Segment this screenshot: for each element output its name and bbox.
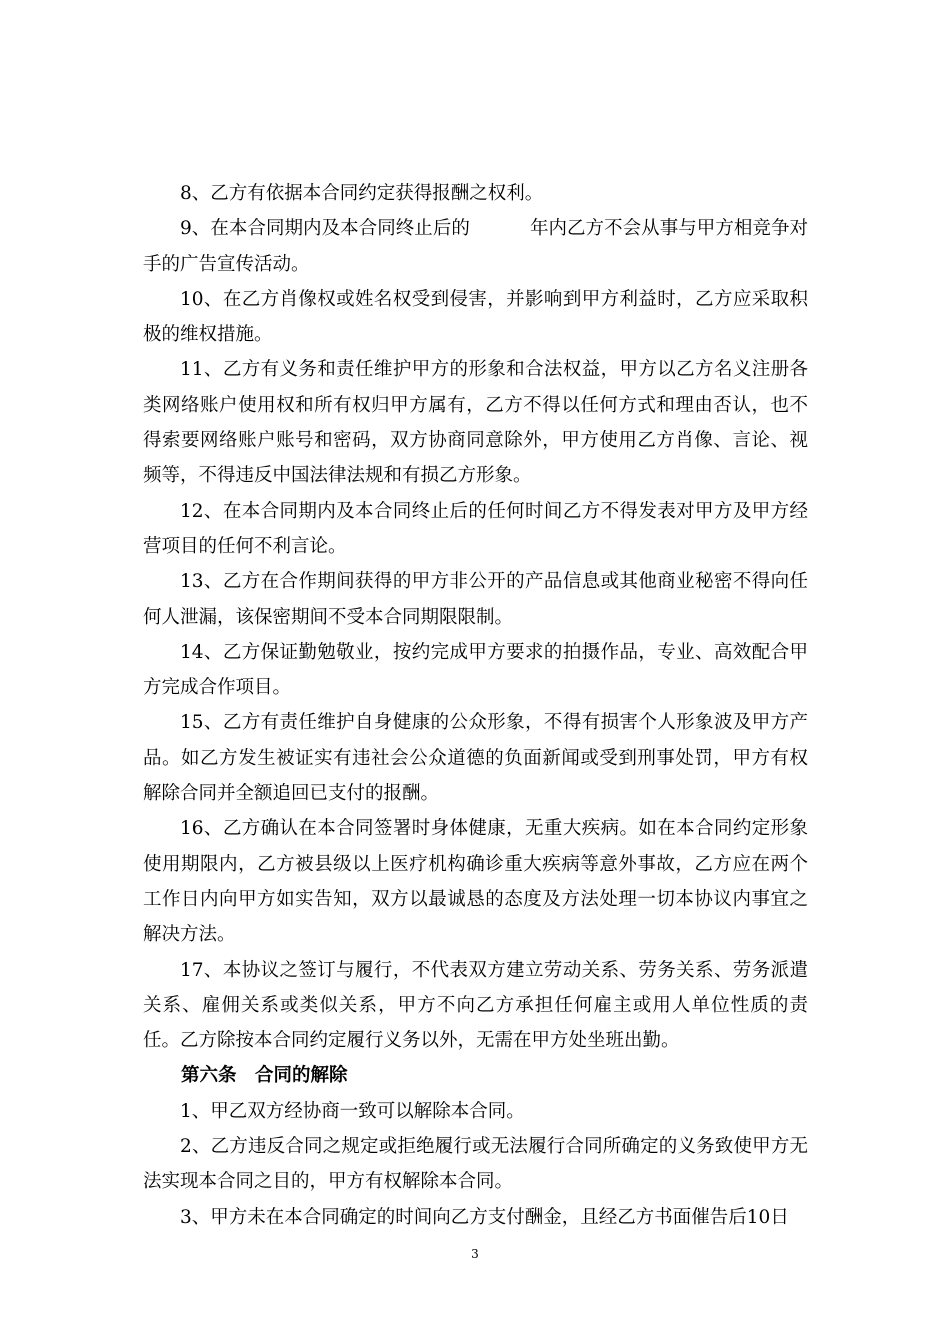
termination-clause-1: 1、甲乙双方经协商一致可以解除本合同。 (180, 1100, 525, 1122)
clause-12: 12、在本合同期内及本合同终止后的任何时间乙方不得发表对甲方及甲方经营项目的任何不利言论。 (143, 500, 808, 557)
clause-9-part-a: 9、在本合同期内及本合同终止后的 (180, 218, 470, 240)
clause-8: 8、乙方有依据本合同约定获得报酬之权利。 (180, 183, 544, 204)
clause-10: 10、在乙方肖像权或姓名权受到侵害，并影响到甲方利益时，乙方应采取积极的维权措施。 (143, 288, 808, 346)
clause-13: 13、乙方在合作期间获得的甲方非公开的产品信息或其他商业秘密不得向任何人泄漏，该保密期间不受本合同期限限制。 (143, 571, 808, 628)
clause-9 (143, 211, 808, 282)
contract-body (143, 176, 808, 1235)
termination-clause-3: 3、甲方未在本合同确定的时间向乙方支付酬金，且经乙方书面催告后10日 (180, 1206, 789, 1228)
page-number: 3 (471, 1247, 479, 1261)
section-heading: 第六条 合同的解除 (181, 1065, 348, 1087)
clause-15: 15、乙方有责任维护自身健康的公众形象，不得有损害个人形象波及甲方产品。如乙方发生被证实有违社会公众道德的负面新闻或受到刑事处罚，甲方有权解除合同并全额追回已支付的报酬。 (143, 712, 808, 805)
clause-9-part-b: 年内乙方不会从事与甲方相竞争对手的广告宣传活动。 (143, 218, 808, 275)
clause-14: 14、乙方保证勤勉敬业，按约完成甲方要求的拍摄作品，专业、高效配合甲方完成合作项目。 (143, 641, 808, 699)
clause-17: 17、本协议之签订与履行，不代表双方建立劳动关系、劳务关系、劳务派遣关系、雇佣关系或类似关系，甲方不向乙方承担任何雇主或用人单位性质的责任。乙方除按本合同约定履行义务以外，无需在甲方处坐班出勤。 (143, 959, 808, 1052)
clause-11: 11、乙方有义务和责任维护甲方的形象和合法权益，甲方以乙方名义注册各类网络账户使用权和所有权归甲方属有，乙方不得以任何方式和理由否认，也不得索要网络账户账号和密码，双方协商同意除外，甲方使用乙方肖像、言论、视频等，不得违反中国法律法规和有损乙方形象。 (143, 359, 808, 487)
termination-clause-2: 2、乙方违反合同之规定或拒绝履行或无法履行合同所确定的义务致使甲方无法实现本合同之目的，甲方有权解除本合同。 (143, 1136, 808, 1193)
clause-16: 16、乙方确认在本合同签署时身体健康，无重大疾病。如在本合同约定形象使用期限内，乙方被县级以上医疗机构确诊重大疾病等意外事故，乙方应在两个工作日内向甲方如实告知，双方以最诚恳的态度及方法处理一切本协议内事宜之解决方法。 (143, 818, 808, 946)
